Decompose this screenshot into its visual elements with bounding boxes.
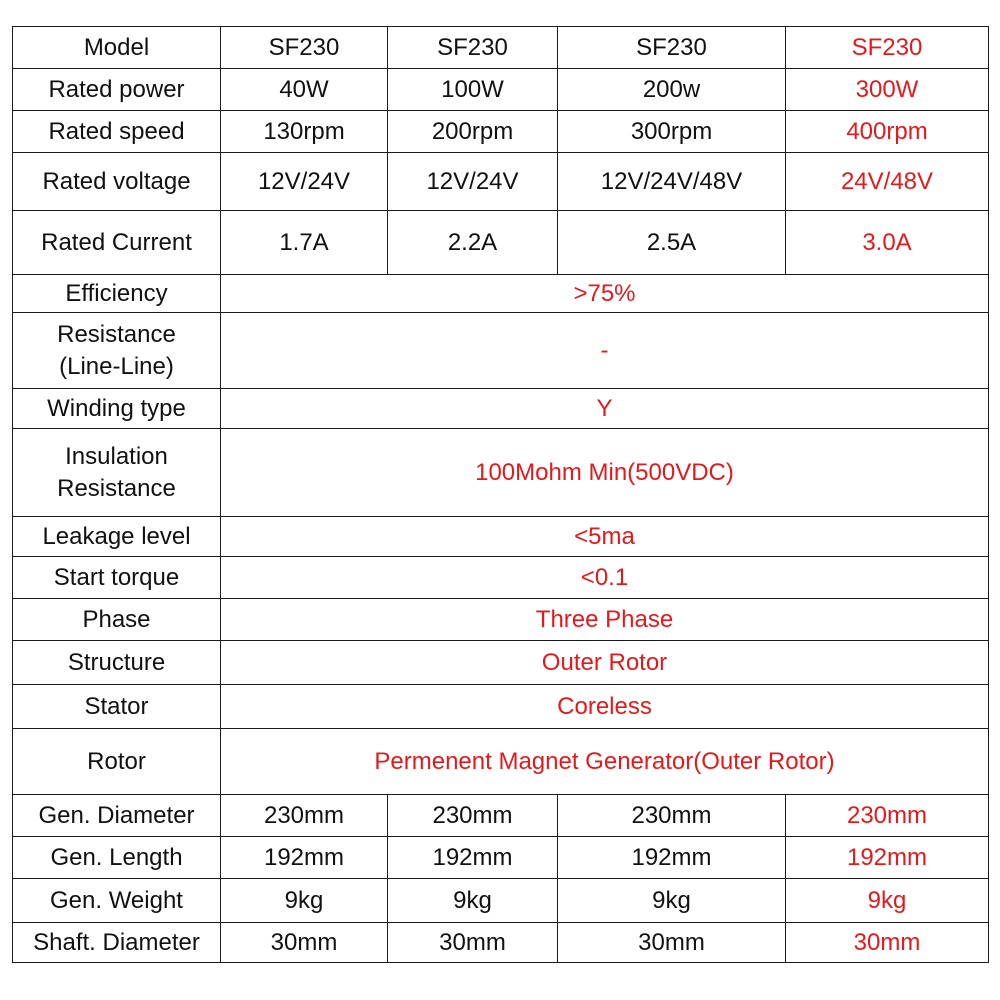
cell-value-highlight: 230mm [786, 795, 989, 837]
cell-value: 230mm [558, 795, 786, 837]
cell-value: 192mm [388, 837, 558, 879]
label-line: Insulation [65, 443, 168, 471]
row-label: Rated speed [13, 111, 221, 153]
spec-sheet [12, 26, 989, 963]
cell-value: 100W [388, 69, 558, 111]
row-label: Structure [13, 641, 221, 685]
spec-table [12, 26, 989, 963]
cell-value: 12V/24V [221, 153, 388, 211]
cell-value: 30mm [558, 923, 786, 963]
row-rated-power [13, 69, 989, 111]
cell-value: 130rpm [221, 111, 388, 153]
cell-value-merged: Coreless [221, 685, 989, 729]
cell-value: 12V/24V/48V [558, 153, 786, 211]
row-shaft-diameter [13, 923, 989, 963]
cell-value: 9kg [221, 879, 388, 923]
row-phase [13, 599, 989, 641]
cell-value-highlight: 400rpm [786, 111, 989, 153]
row-efficiency [13, 275, 989, 313]
row-label: Gen. Weight [13, 879, 221, 923]
cell-value: SF230 [558, 27, 786, 69]
cell-value-highlight: SF230 [786, 27, 989, 69]
row-model [13, 27, 989, 69]
cell-value: 40W [221, 69, 388, 111]
cell-value: 2.2A [388, 211, 558, 275]
cell-value-merged: 100Mohm Min(500VDC) [221, 429, 989, 517]
row-stator [13, 685, 989, 729]
row-rated-voltage [13, 153, 989, 211]
cell-value-merged: >75% [221, 275, 989, 313]
row-label: Shaft. Diameter [13, 923, 221, 963]
row-resistance [13, 313, 989, 389]
row-label: Stator [13, 685, 221, 729]
cell-value: 300rpm [558, 111, 786, 153]
cell-value: SF230 [388, 27, 558, 69]
cell-value-merged: Y [221, 389, 989, 429]
cell-value: 9kg [388, 879, 558, 923]
cell-value: 200w [558, 69, 786, 111]
row-winding-type [13, 389, 989, 429]
cell-value: 30mm [388, 923, 558, 963]
row-label: Rated Current [13, 211, 221, 275]
row-label: Rated voltage [13, 153, 221, 211]
row-label: Efficiency [13, 275, 221, 313]
cell-value-highlight: 24V/48V [786, 153, 989, 211]
label-line: (Line-Line) [59, 352, 174, 380]
cell-value: SF230 [221, 27, 388, 69]
row-rated-speed [13, 111, 989, 153]
row-label: Phase [13, 599, 221, 641]
cell-value-highlight: 30mm [786, 923, 989, 963]
cell-value-merged: Permenent Magnet Generator(Outer Rotor) [221, 729, 989, 795]
cell-value: 230mm [221, 795, 388, 837]
cell-value: 192mm [221, 837, 388, 879]
row-label: Gen. Length [13, 837, 221, 879]
row-rated-current [13, 211, 989, 275]
row-gen-weight [13, 879, 989, 923]
cell-value: 12V/24V [388, 153, 558, 211]
cell-value: 9kg [558, 879, 786, 923]
label-line: Resistance [57, 474, 176, 502]
cell-value-merged: <5ma [221, 517, 989, 557]
row-label: Rotor [13, 729, 221, 795]
row-start-torque [13, 557, 989, 599]
row-structure [13, 641, 989, 685]
cell-value-highlight: 192mm [786, 837, 989, 879]
cell-value-highlight: 300W [786, 69, 989, 111]
row-label: Model [13, 27, 221, 69]
row-gen-length [13, 837, 989, 879]
label-line: Resistance [57, 321, 176, 349]
row-label [13, 313, 221, 389]
cell-value-highlight: 9kg [786, 879, 989, 923]
cell-value: 2.5A [558, 211, 786, 275]
row-insulation-resistance [13, 429, 989, 517]
row-label: Gen. Diameter [13, 795, 221, 837]
cell-value: 30mm [221, 923, 388, 963]
row-rotor [13, 729, 989, 795]
row-gen-diameter [13, 795, 989, 837]
row-label: Start torque [13, 557, 221, 599]
cell-value-merged: - [221, 313, 989, 389]
row-label [13, 429, 221, 517]
cell-value: 192mm [558, 837, 786, 879]
row-leakage-level [13, 517, 989, 557]
cell-value: 1.7A [221, 211, 388, 275]
row-label: Winding type [13, 389, 221, 429]
cell-value: 230mm [388, 795, 558, 837]
cell-value-merged: Three Phase [221, 599, 989, 641]
cell-value: 200rpm [388, 111, 558, 153]
cell-value-merged: <0.1 [221, 557, 989, 599]
cell-value-merged: Outer Rotor [221, 641, 989, 685]
cell-value-highlight: 3.0A [786, 211, 989, 275]
row-label: Leakage level [13, 517, 221, 557]
row-label: Rated power [13, 69, 221, 111]
